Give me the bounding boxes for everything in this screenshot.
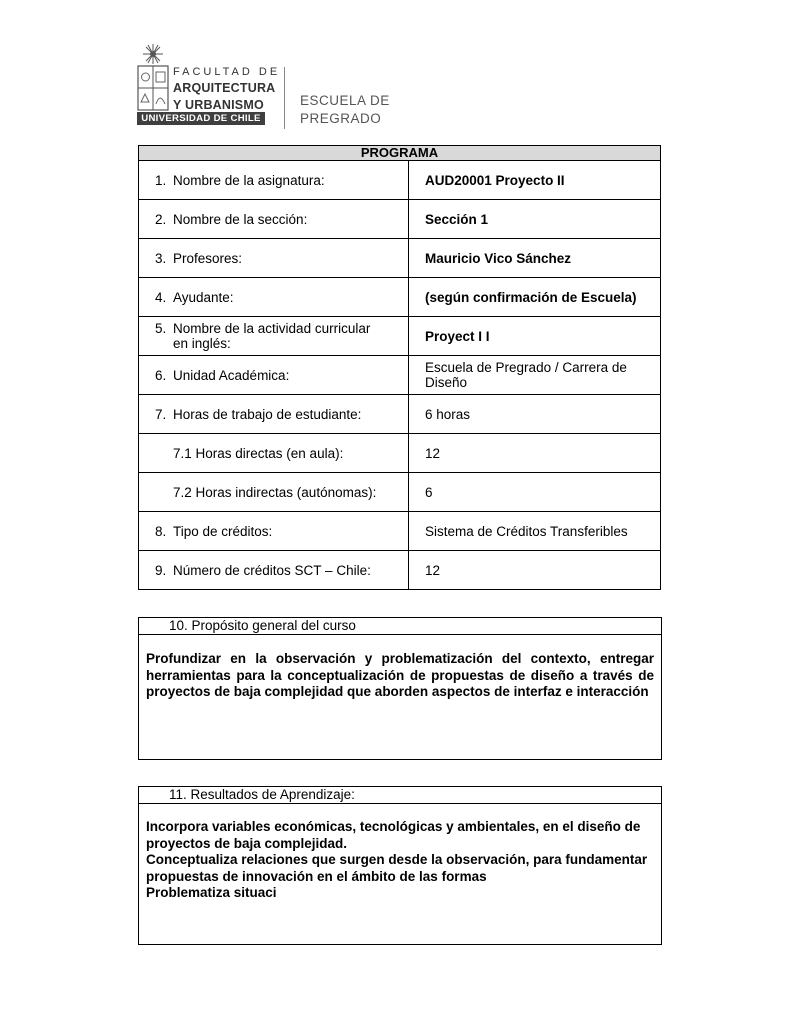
row-label: 7.1 Horas directas (en aula): <box>139 434 409 473</box>
row-label: 6. Unidad Académica: <box>139 356 409 395</box>
table-row <box>139 434 661 473</box>
logo-divider <box>284 67 285 129</box>
section-heading: 10. Propósito general del curso <box>139 618 661 635</box>
section-body: Profundizar en la observación y problematización del contexto, entregar herramientas para la conceptualización de propuestas de diseño a través de proyectos de baja complejidad que aborden aspectos de interfaz e interacción <box>146 651 654 699</box>
row-value: 6 horas <box>409 395 661 434</box>
table-row <box>139 239 661 278</box>
table-row <box>139 356 661 395</box>
table-row <box>139 551 661 590</box>
school-line-2: PREGRADO <box>300 111 382 126</box>
section-body <box>139 804 661 902</box>
table-row <box>139 200 661 239</box>
outcome-line: Conceptualiza relaciones que surgen desde la observación, para fundamentar propuestas de innovación en el ámbito de las formas <box>146 852 648 884</box>
program-title: PROGRAMA <box>139 146 661 161</box>
row-value: (según confirmación de Escuela) <box>409 278 661 317</box>
faculty-line-3: Y URBANISMO <box>173 98 264 112</box>
outcome-line: Problematiza situaci <box>146 885 277 900</box>
table-row <box>139 395 661 434</box>
row-value: 6 <box>409 473 661 512</box>
section-heading: 11. Resultados de Aprendizaje: <box>139 787 661 804</box>
row-label: 1. Nombre de la asignatura: <box>139 161 409 200</box>
row-value: AUD20001 Proyecto II <box>409 161 661 200</box>
faculty-line-2: ARQUITECTURA <box>173 81 276 95</box>
row-label: 9. Número de créditos SCT – Chile: <box>139 551 409 590</box>
table-row <box>139 473 661 512</box>
table-row <box>139 512 661 551</box>
university-seal-icon <box>137 42 169 112</box>
row-value: 12 <box>409 551 661 590</box>
row-label: 7.2 Horas indirectas (autónomas): <box>139 473 409 512</box>
row-label: 3. Profesores: <box>139 239 409 278</box>
row-value: Escuela de Pregrado / Carrera de Diseño <box>409 356 661 395</box>
university-name: UNIVERSIDAD DE CHILE <box>137 112 265 125</box>
row-value: Sistema de Créditos Transferibles <box>409 512 661 551</box>
row-value: 12 <box>409 434 661 473</box>
row-label: 8. Tipo de créditos: <box>139 512 409 551</box>
row-label: 7. Horas de trabajo de estudiante: <box>139 395 409 434</box>
faculty-line-1: FACULTAD DE <box>173 66 281 78</box>
outcome-line: Incorpora variables económicas, tecnológicas y ambientales, en el diseño de proyectos de baja complejidad. <box>146 819 641 851</box>
table-row <box>139 278 661 317</box>
row-label: 5. Nombre de la actividad curricular en inglés: <box>139 317 409 356</box>
school-name <box>300 92 390 128</box>
table-row <box>139 317 661 356</box>
purpose-section <box>138 617 662 760</box>
school-line-1: ESCUELA DE <box>300 93 390 108</box>
row-label: 2. Nombre de la sección: <box>139 200 409 239</box>
row-label: 4. Ayudante: <box>139 278 409 317</box>
row-value: Sección 1 <box>409 200 661 239</box>
table-row <box>139 161 661 200</box>
row-value: Mauricio Vico Sánchez <box>409 239 661 278</box>
program-table <box>138 145 661 590</box>
row-value: Proyect I I <box>409 317 661 356</box>
learning-outcomes-section <box>138 786 662 945</box>
faculty-name <box>173 65 280 114</box>
